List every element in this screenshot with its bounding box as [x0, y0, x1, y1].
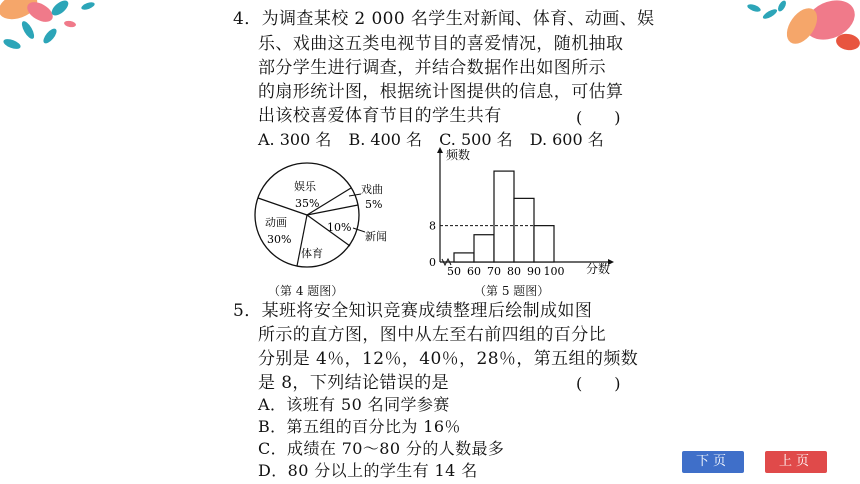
- pie-label-xinwen-pct: 10%: [327, 221, 352, 234]
- histogram-bars: [440, 171, 554, 262]
- q4-line: 部分学生进行调查，并结合数据作出如图所示: [258, 58, 606, 78]
- y-axis-arrow: [437, 147, 443, 153]
- q4-line: 出该校喜爱体育节目的学生共有: [258, 106, 502, 126]
- y-tick-label: 8: [429, 219, 436, 233]
- x-tick-label: 70: [487, 265, 501, 278]
- y-tick-label: 0: [429, 256, 436, 269]
- histogram-bar: [514, 198, 534, 262]
- q4-choice-b: B. 400 名: [348, 130, 423, 149]
- q4-line: 乐、戏曲这五类电视节目的喜爱情况，随机抽取: [258, 34, 624, 54]
- x-tick-label: 90: [527, 265, 541, 278]
- q4-answer-blank: ( ): [576, 108, 621, 127]
- q4-choice-c: C. 500 名: [439, 130, 513, 149]
- histogram-bar: [534, 226, 554, 262]
- q5-answer-blank: ( ): [576, 374, 621, 393]
- q5-line: 分别是 4％，12％，40％，28％，第五组的频数: [258, 349, 639, 369]
- x-axis-label: 分数: [586, 262, 611, 276]
- x-tick-label: 100: [543, 265, 565, 278]
- floral-decoration-left: [0, 0, 110, 70]
- histogram-bar: [494, 171, 514, 262]
- histogram-chart: [418, 145, 623, 280]
- q5-choice-c: C．成绩在 70～80 分的人数最多: [258, 439, 505, 458]
- q5-line: 5．某班将安全知识竞赛成绩整理后绘制成如图: [233, 301, 593, 321]
- q4-line: 的扇形统计图，根据统计图提供的信息，可估算: [258, 82, 624, 102]
- q4-choice-a: A. 300 名: [258, 130, 332, 149]
- x-tick-label: 60: [467, 265, 481, 278]
- q5-line: 所示的直方图，图中从左至右前四组的百分比: [258, 325, 606, 345]
- prev-page-button[interactable]: 上页: [765, 451, 827, 473]
- q5-choice-d: D．80 分以上的学生有 14 名: [258, 461, 478, 480]
- q5-choice-b: B．第五组的百分比为 16％: [258, 417, 461, 436]
- pie-label-xinwen-name: 新闻: [365, 230, 387, 243]
- pie-label-yule-pct: 35%: [295, 197, 320, 210]
- q5-choice-a: A．该班有 50 名同学参赛: [258, 395, 450, 414]
- pie-label-tiyu-name: 体育: [301, 247, 323, 260]
- pie-label-donghua-pct: 30%: [267, 233, 292, 246]
- x-tick-label: 80: [507, 265, 521, 278]
- pie-caption: （第 4 题图）: [268, 284, 344, 298]
- histogram-bar: [454, 253, 474, 262]
- histogram-bar: [474, 235, 494, 262]
- pie-label-donghua-name: 动画: [265, 216, 287, 229]
- pie-chart: [245, 160, 415, 280]
- pie-label-yule-name: 娱乐: [294, 180, 316, 193]
- q4-choice-d: D. 600 名: [529, 130, 604, 149]
- x-tick-label: 50: [447, 265, 461, 278]
- y-axis-label: 频数: [446, 148, 471, 162]
- next-page-button[interactable]: 下页: [682, 451, 744, 473]
- histogram-caption: （第 5 题图）: [474, 284, 550, 298]
- floral-decoration-right: [730, 0, 860, 60]
- pie-label-xiqu-pct: 5%: [365, 198, 383, 211]
- pie-label-xiqu-name: 戏曲: [361, 183, 383, 196]
- q4-line: 4．为调查某校 2 000 名学生对新闻、体育、动画、娱: [233, 9, 655, 29]
- q5-line: 是 8，下列结论错误的是: [258, 373, 450, 393]
